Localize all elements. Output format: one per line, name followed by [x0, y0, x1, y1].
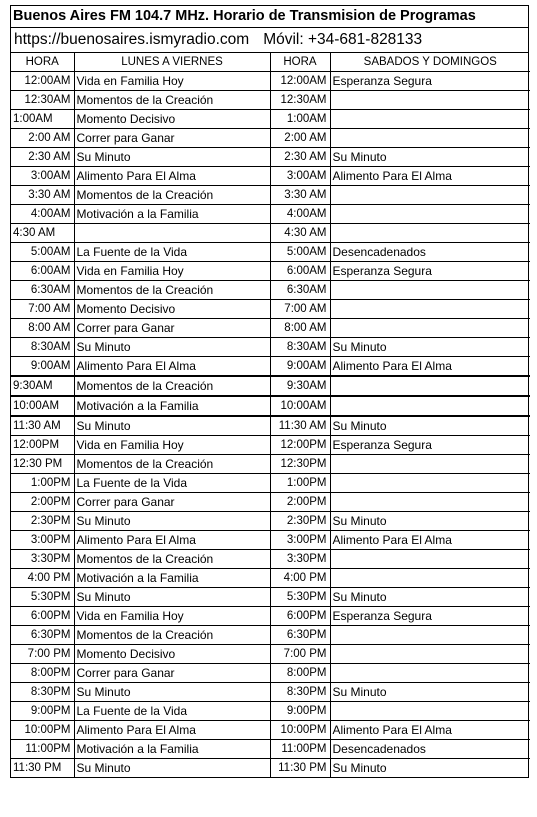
- table-row: [11, 702, 530, 721]
- weekend-program-cell: Su Minuto: [330, 148, 530, 167]
- weekend-time-cell: 5:00AM: [270, 243, 330, 262]
- table-row: [11, 72, 530, 91]
- weekend-time-cell: 2:30PM: [270, 512, 330, 531]
- weekend-time-cell: 8:00PM: [270, 664, 330, 683]
- table-row: [11, 338, 530, 357]
- weekend-program-cell: [330, 455, 530, 474]
- weekday-program-cell: Vida en Familia Hoy: [74, 607, 270, 626]
- weekday-program-cell: Correr para Ganar: [74, 664, 270, 683]
- weekday-time-cell: 3:30PM: [11, 550, 74, 569]
- weekday-time-cell: 5:30PM: [11, 588, 74, 607]
- weekday-time-cell: 6:30PM: [11, 626, 74, 645]
- weekend-program-cell: [330, 396, 530, 416]
- weekend-time-cell: 4:30 AM: [270, 224, 330, 243]
- weekend-program-cell: Alimento Para El Alma: [330, 357, 530, 377]
- table-row: [11, 91, 530, 110]
- weekend-time-cell: 4:00 PM: [270, 569, 330, 588]
- weekday-time-cell: 9:30AM: [11, 376, 74, 396]
- weekend-time-cell: 12:30AM: [270, 91, 330, 110]
- table-row: [11, 531, 530, 550]
- weekday-program-cell: Alimento Para El Alma: [74, 721, 270, 740]
- weekend-program-cell: Esperanza Segura: [330, 72, 530, 91]
- weekday-time-cell: 2:30PM: [11, 512, 74, 531]
- weekend-program-cell: Alimento Para El Alma: [330, 531, 530, 550]
- table-row: [11, 474, 530, 493]
- table-row: [11, 607, 530, 626]
- weekend-time-cell: 2:30 AM: [270, 148, 330, 167]
- weekend-time-cell: 8:30AM: [270, 338, 330, 357]
- weekend-time-cell: 4:00AM: [270, 205, 330, 224]
- weekend-time-cell: 9:00PM: [270, 702, 330, 721]
- weekday-program-cell: Su Minuto: [74, 416, 270, 436]
- weekday-time-cell: 10:00PM: [11, 721, 74, 740]
- weekday-program-cell: Su Minuto: [74, 683, 270, 702]
- weekday-program-cell: Alimento Para El Alma: [74, 357, 270, 377]
- website-url: https://buenosaires.ismyradio.com: [14, 31, 250, 48]
- weekend-time-cell: 10:00PM: [270, 721, 330, 740]
- weekend-program-cell: [330, 664, 530, 683]
- weekday-time-cell: 9:00AM: [11, 357, 74, 377]
- weekend-program-cell: [330, 300, 530, 319]
- weekday-program-cell: Alimento Para El Alma: [74, 167, 270, 186]
- weekday-time-cell: 6:30AM: [11, 281, 74, 300]
- weekday-program-cell: Correr para Ganar: [74, 319, 270, 338]
- weekday-program-cell: Momento Decisivo: [74, 110, 270, 129]
- table-row: [11, 645, 530, 664]
- weekday-time-cell: 11:00PM: [11, 740, 74, 759]
- weekday-program-cell: Alimento Para El Alma: [74, 531, 270, 550]
- weekday-time-cell: 2:00 AM: [11, 129, 74, 148]
- table-row: [11, 243, 530, 262]
- weekday-time-cell: 12:00AM: [11, 72, 74, 91]
- weekend-time-cell: 11:30 AM: [270, 416, 330, 436]
- weekday-program-cell: La Fuente de la Vida: [74, 474, 270, 493]
- weekend-program-cell: Su Minuto: [330, 512, 530, 531]
- weekday-time-cell: 1:00PM: [11, 474, 74, 493]
- weekday-program-cell: Momentos de la Creación: [74, 626, 270, 645]
- weekend-time-cell: 11:00PM: [270, 740, 330, 759]
- weekday-program-cell: Momentos de la Creación: [74, 455, 270, 474]
- table-row: [11, 281, 530, 300]
- weekend-time-cell: 5:30PM: [270, 588, 330, 607]
- weekday-time-cell: 4:30 AM: [11, 224, 74, 243]
- weekend-program-cell: [330, 186, 530, 205]
- table-row: [11, 167, 530, 186]
- weekday-program-cell: La Fuente de la Vida: [74, 243, 270, 262]
- table-row: [11, 300, 530, 319]
- table-row: [11, 110, 530, 129]
- weekend-time-cell: 8:30PM: [270, 683, 330, 702]
- schedule-rows: [11, 72, 530, 778]
- weekend-time-cell: 6:30PM: [270, 626, 330, 645]
- weekend-program-cell: Su Minuto: [330, 759, 530, 778]
- weekday-time-cell: 8:30AM: [11, 338, 74, 357]
- weekend-program-cell: [330, 91, 530, 110]
- table-row: [11, 262, 530, 281]
- weekend-program-cell: [330, 129, 530, 148]
- weekend-program-cell: Su Minuto: [330, 588, 530, 607]
- weekend-time-cell: 10:00AM: [270, 396, 330, 416]
- weekday-time-cell: 8:00 AM: [11, 319, 74, 338]
- weekend-program-cell: [330, 224, 530, 243]
- page-title: Buenos Aires FM 104.7 MHz. Horario de Transmision de Programas: [11, 6, 528, 28]
- weekend-program-cell: [330, 319, 530, 338]
- table-row: [11, 759, 530, 778]
- weekday-time-cell: 10:00AM: [11, 396, 74, 416]
- weekend-time-cell: 2:00 AM: [270, 129, 330, 148]
- table-row: [11, 436, 530, 455]
- table-row: [11, 550, 530, 569]
- weekend-time-cell: 6:00PM: [270, 607, 330, 626]
- weekend-time-cell: 6:00AM: [270, 262, 330, 281]
- weekend-program-cell: [330, 569, 530, 588]
- weekend-time-cell: 8:00 AM: [270, 319, 330, 338]
- weekday-program-cell: Momentos de la Creación: [74, 281, 270, 300]
- weekend-program-cell: [330, 626, 530, 645]
- weekend-program-cell: Su Minuto: [330, 416, 530, 436]
- weekday-program-cell: Momentos de la Creación: [74, 550, 270, 569]
- weekend-program-cell: Desencadenados: [330, 740, 530, 759]
- schedule-table: [11, 53, 530, 777]
- table-row: [11, 740, 530, 759]
- weekend-time-cell: 3:30 AM: [270, 186, 330, 205]
- weekend-time-cell: 12:00PM: [270, 436, 330, 455]
- weekend-program-cell: [330, 281, 530, 300]
- column-header-weekday: LUNES A VIERNES: [74, 53, 270, 72]
- weekend-program-cell: Esperanza Segura: [330, 436, 530, 455]
- weekday-program-cell: Momentos de la Creación: [74, 376, 270, 396]
- weekday-program-cell: La Fuente de la Vida: [74, 702, 270, 721]
- table-row: [11, 683, 530, 702]
- weekend-time-cell: 12:30PM: [270, 455, 330, 474]
- weekend-time-cell: 3:30PM: [270, 550, 330, 569]
- weekend-program-cell: Su Minuto: [330, 338, 530, 357]
- table-header-row: [11, 53, 530, 72]
- table-row: [11, 588, 530, 607]
- weekday-time-cell: 8:00PM: [11, 664, 74, 683]
- table-row: [11, 721, 530, 740]
- weekend-time-cell: 9:30AM: [270, 376, 330, 396]
- weekend-time-cell: 11:30 PM: [270, 759, 330, 778]
- weekday-program-cell: Motivación a la Familia: [74, 569, 270, 588]
- weekday-time-cell: 4:00 PM: [11, 569, 74, 588]
- weekend-program-cell: [330, 474, 530, 493]
- weekday-program-cell: Vida en Familia Hoy: [74, 262, 270, 281]
- table-row: [11, 129, 530, 148]
- weekday-program-cell: [74, 224, 270, 243]
- weekday-program-cell: Motivación a la Familia: [74, 396, 270, 416]
- weekend-time-cell: 1:00AM: [270, 110, 330, 129]
- weekday-time-cell: 7:00 AM: [11, 300, 74, 319]
- weekday-time-cell: 6:00PM: [11, 607, 74, 626]
- weekend-time-cell: 7:00 PM: [270, 645, 330, 664]
- weekday-time-cell: 11:30 PM: [11, 759, 74, 778]
- table-row: [11, 186, 530, 205]
- table-row: [11, 357, 530, 377]
- table-row: [11, 224, 530, 243]
- weekend-time-cell: 3:00PM: [270, 531, 330, 550]
- table-row: [11, 376, 530, 396]
- weekend-program-cell: [330, 550, 530, 569]
- contact-line: [11, 28, 528, 53]
- weekend-program-cell: [330, 493, 530, 512]
- weekend-time-cell: 7:00 AM: [270, 300, 330, 319]
- weekday-program-cell: Momentos de la Creación: [74, 186, 270, 205]
- weekend-time-cell: 1:00PM: [270, 474, 330, 493]
- table-row: [11, 396, 530, 416]
- schedule-sheet: [10, 5, 529, 778]
- weekday-program-cell: Correr para Ganar: [74, 493, 270, 512]
- weekend-program-cell: [330, 702, 530, 721]
- weekend-program-cell: [330, 205, 530, 224]
- table-row: [11, 148, 530, 167]
- table-row: [11, 205, 530, 224]
- weekday-time-cell: 6:00AM: [11, 262, 74, 281]
- weekday-program-cell: Momentos de la Creación: [74, 91, 270, 110]
- table-row: [11, 493, 530, 512]
- weekday-program-cell: Correr para Ganar: [74, 129, 270, 148]
- weekday-program-cell: Momento Decisivo: [74, 645, 270, 664]
- weekday-time-cell: 12:00PM: [11, 436, 74, 455]
- table-row: [11, 455, 530, 474]
- weekday-program-cell: Vida en Familia Hoy: [74, 436, 270, 455]
- weekday-program-cell: Momento Decisivo: [74, 300, 270, 319]
- weekend-time-cell: 3:00AM: [270, 167, 330, 186]
- weekday-time-cell: 1:00AM: [11, 110, 74, 129]
- weekday-time-cell: 3:00PM: [11, 531, 74, 550]
- weekday-program-cell: Motivación a la Familia: [74, 205, 270, 224]
- weekend-program-cell: Alimento Para El Alma: [330, 167, 530, 186]
- weekday-program-cell: Su Minuto: [74, 759, 270, 778]
- weekday-time-cell: 11:30 AM: [11, 416, 74, 436]
- weekday-time-cell: 12:30AM: [11, 91, 74, 110]
- weekend-program-cell: Su Minuto: [330, 683, 530, 702]
- column-header-hora-weekend: HORA: [270, 53, 330, 72]
- weekend-program-cell: [330, 645, 530, 664]
- weekend-program-cell: [330, 376, 530, 396]
- weekend-time-cell: 12:00AM: [270, 72, 330, 91]
- weekday-program-cell: Su Minuto: [74, 148, 270, 167]
- weekday-time-cell: 2:00PM: [11, 493, 74, 512]
- weekend-program-cell: Esperanza Segura: [330, 262, 530, 281]
- weekday-program-cell: Motivación a la Familia: [74, 740, 270, 759]
- column-header-weekend: SABADOS Y DOMINGOS: [330, 53, 530, 72]
- weekend-program-cell: Esperanza Segura: [330, 607, 530, 626]
- table-row: [11, 626, 530, 645]
- weekday-time-cell: 7:00 PM: [11, 645, 74, 664]
- weekday-program-cell: Su Minuto: [74, 338, 270, 357]
- weekend-program-cell: Desencadenados: [330, 243, 530, 262]
- weekday-time-cell: 3:30 AM: [11, 186, 74, 205]
- weekday-time-cell: 8:30PM: [11, 683, 74, 702]
- weekday-time-cell: 4:00AM: [11, 205, 74, 224]
- weekend-program-cell: [330, 110, 530, 129]
- weekday-time-cell: 5:00AM: [11, 243, 74, 262]
- table-row: [11, 512, 530, 531]
- table-row: [11, 319, 530, 338]
- weekend-time-cell: 6:30AM: [270, 281, 330, 300]
- weekday-program-cell: Su Minuto: [74, 512, 270, 531]
- weekend-time-cell: 2:00PM: [270, 493, 330, 512]
- weekend-program-cell: Alimento Para El Alma: [330, 721, 530, 740]
- column-header-hora-weekday: HORA: [11, 53, 74, 72]
- weekday-time-cell: 3:00AM: [11, 167, 74, 186]
- weekday-program-cell: Vida en Familia Hoy: [74, 72, 270, 91]
- weekday-time-cell: 12:30 PM: [11, 455, 74, 474]
- weekday-time-cell: 9:00PM: [11, 702, 74, 721]
- table-row: [11, 664, 530, 683]
- weekend-time-cell: 9:00AM: [270, 357, 330, 377]
- table-row: [11, 416, 530, 436]
- mobile-number: Móvil: +34-681-828133: [263, 31, 423, 48]
- weekday-time-cell: 2:30 AM: [11, 148, 74, 167]
- weekday-program-cell: Su Minuto: [74, 588, 270, 607]
- table-row: [11, 569, 530, 588]
